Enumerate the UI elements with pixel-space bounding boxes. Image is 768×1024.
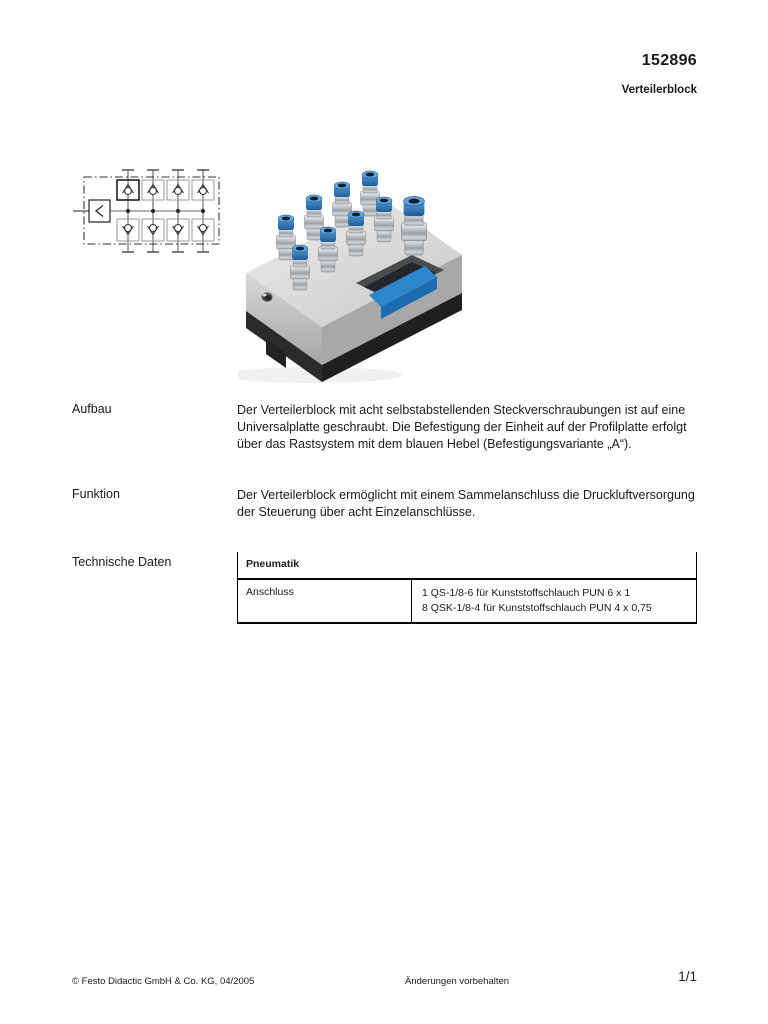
section-label-funktion: Funktion [72, 487, 120, 501]
table-row [237, 580, 697, 624]
product-title: Verteilerblock [621, 84, 697, 96]
part-number: 152896 [641, 52, 697, 69]
footer-copyright: © Festo Didactic GmbH & Co. KG, 04/2005 [72, 976, 255, 987]
footer-page-number: 1/1 [678, 969, 697, 984]
table-header-pneumatik: Pneumatik [237, 552, 697, 580]
section-label-aufbau: Aufbau [72, 402, 112, 416]
section-text-funktion [237, 487, 707, 521]
text-line: Der Verteilerblock ermöglicht mit einem Sammelanschluss die Druckluftversorgung [237, 488, 695, 502]
value-line: 1 QS-1/8-6 für Kunststoffschlauch PUN 6 x 1 [422, 587, 631, 599]
section-label-technische-daten: Technische Daten [72, 555, 172, 569]
pneumatic-schematic-icon [70, 160, 225, 265]
section-text-aufbau [237, 402, 707, 453]
text-line: Universalplatte geschraubt. Die Befestigung der Einheit auf der Profilplatte erfolgt [237, 420, 687, 434]
text-line: der Steuerung über acht Einzelanschlüsse. [237, 505, 476, 519]
product-photo-figure [238, 163, 468, 388]
footer-notice: Änderungen vorbehalten [405, 976, 510, 987]
text-line: über das Rastsystem mit dem blauen Hebel (Befestigungsvariante „A“). [237, 437, 632, 451]
value-line: 8 QSK-1/8-4 für Kunststoffschlauch PUN 4 x 0,75 [422, 602, 652, 614]
pneumatic-schematic-figure [70, 160, 225, 270]
table-cell-values [412, 580, 696, 622]
text-line: Der Verteilerblock mit acht selbstabstellenden Steckverschraubungen ist auf eine [237, 403, 686, 417]
technical-data-table [237, 552, 697, 624]
verteilerblock-photo [238, 163, 468, 383]
table-cell-property: Anschluss [238, 580, 412, 622]
